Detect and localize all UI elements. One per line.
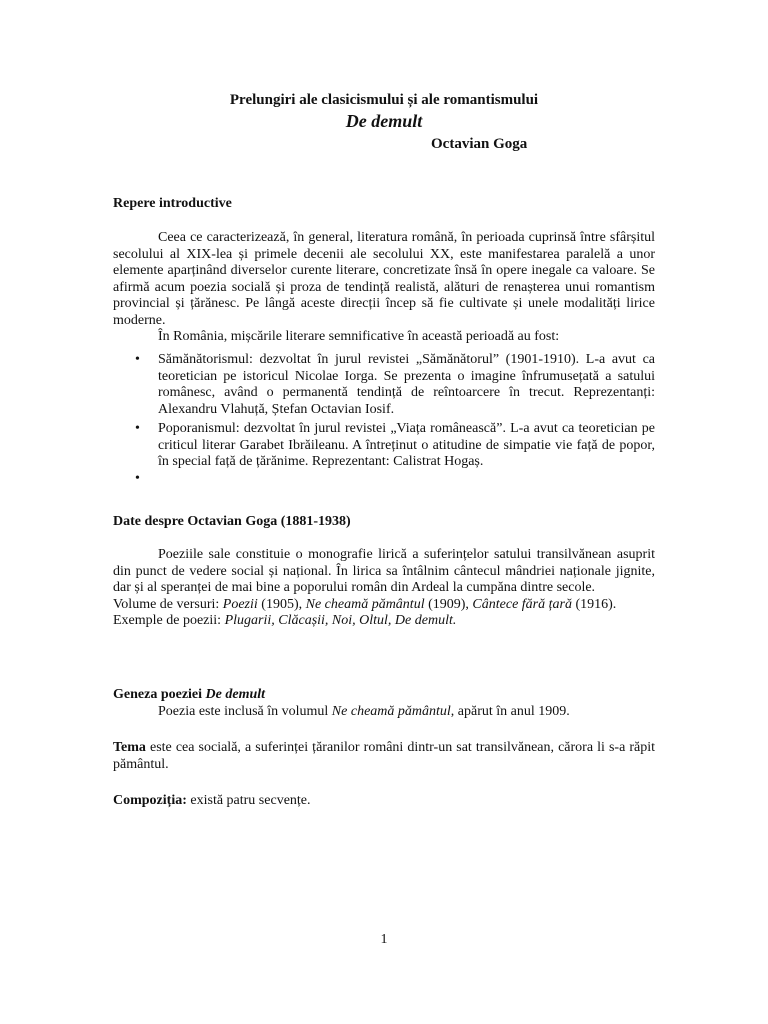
geneza-volume: Ne cheamă pământul bbox=[331, 703, 451, 719]
volumes-label: Volume de versuri: bbox=[113, 596, 223, 612]
volume-title: Cântece fără țară bbox=[472, 596, 572, 612]
list-item-text: Sămănătorismul: dezvoltat în jurul revistei „Sămănătorul” (1901-1910). L-a avut ca teoretician pe istoricul Nicolae Iorga. Se prezenta o imagine înfrumusețată a satului românesc, având o permanentă tendință de reîntoarcere în trecut. Reprezentanți: Alexandru Vlahuță, Ștefan Octavian Iosif. bbox=[158, 352, 655, 417]
intro-line: În România, mișcările literare semnificative în această perioadă au fost: bbox=[158, 329, 560, 344]
section-repere-body bbox=[113, 230, 655, 346]
volume-year: (1905), bbox=[257, 596, 306, 612]
section-heading-geneza bbox=[113, 687, 655, 704]
volume-year: (1909), bbox=[424, 596, 473, 612]
volume-title: Ne cheamă pământul bbox=[305, 596, 425, 612]
section-geneza bbox=[113, 687, 655, 720]
bullet-icon: • bbox=[135, 352, 140, 367]
movements-list bbox=[113, 352, 655, 487]
volume-year: (1916). bbox=[571, 596, 617, 612]
examples-line bbox=[113, 613, 655, 630]
compozitie-body: există patru secvențe. bbox=[186, 793, 311, 808]
tema-label: Tema bbox=[113, 740, 146, 755]
author-name: Octavian Goga bbox=[431, 136, 528, 152]
list-item bbox=[113, 352, 655, 418]
examples-label: Exemple de poezii: bbox=[113, 613, 225, 628]
page-number: 1 bbox=[380, 932, 388, 947]
tema-body: este cea socială, a suferinței țăranilor români dintr-un sat transilvănean, cărora li s-a răpit pământul. bbox=[113, 740, 655, 772]
bullet-icon: • bbox=[135, 470, 140, 486]
examples-text: Plugarii, Clăcașii, Noi, Oltul, De demult. bbox=[224, 613, 457, 628]
compozitie-text bbox=[113, 793, 655, 810]
volumes-line bbox=[113, 597, 655, 614]
list-item-text: Poporanismul: dezvoltat în jurul revistei „Viața românească”. L-a avut ca teoretician pe criticul literar Garabet Ibrăileanu. A întreținut o atitudine de simpatie vie față de popor, în special față de țărănime. Reprezentant: Calistrat Hogaș. bbox=[158, 421, 655, 469]
document-title: Prelungiri ale clasicismului și ale romantismului bbox=[229, 92, 539, 108]
geneza-suffix: , apărut în anul 1909. bbox=[450, 703, 570, 719]
section-compozitie bbox=[113, 793, 655, 810]
section-heading-repere: Repere introductive bbox=[113, 196, 232, 211]
geneza-prefix: Poezia este inclusă în volumul bbox=[158, 703, 332, 719]
intro-paragraph: Ceea ce caracterizează, în general, literatura română, în perioada cuprinsă între sfârșitul secolului al XIX-lea și primele decenii ale secolului XX, este manifestarea paralelă a unor elemente aparținând diverselor curente literare, concretizate însă în opere inegale ca valoare. Se afirmă acum poezia socială și proza de tendință realistă, alături de renașterea unui romantism provincial și țărănesc. Pe lângă aceste direcții încep să fie cultivate și unele modalități lirice moderne. bbox=[113, 230, 655, 328]
list-item bbox=[113, 421, 655, 471]
geneza-text bbox=[113, 704, 655, 721]
tema-text bbox=[113, 740, 655, 773]
section-goga-body bbox=[113, 547, 655, 630]
heading-prefix: Geneza poeziei bbox=[113, 687, 206, 702]
list-item bbox=[113, 471, 655, 487]
section-tema bbox=[113, 740, 655, 773]
goga-paragraph: Poeziile sale constituie o monografie lirică a suferințelor satului transilvănean asuprit din punct de vedere social și național. În lirica sa întâlnim cântecul mândriei naționale jignite, dar și al speranței de mai bine a poporului român din Ardeal la cumpăna dintre secole. bbox=[113, 547, 655, 595]
compozitie-label: Compoziția: bbox=[113, 793, 187, 808]
poem-title: De demult bbox=[345, 111, 423, 131]
heading-poem-title: De demult bbox=[205, 687, 266, 702]
volume-title: Poezii bbox=[222, 596, 258, 612]
bullet-icon: • bbox=[135, 421, 140, 436]
section-heading-goga: Date despre Octavian Goga (1881-1938) bbox=[113, 514, 351, 529]
